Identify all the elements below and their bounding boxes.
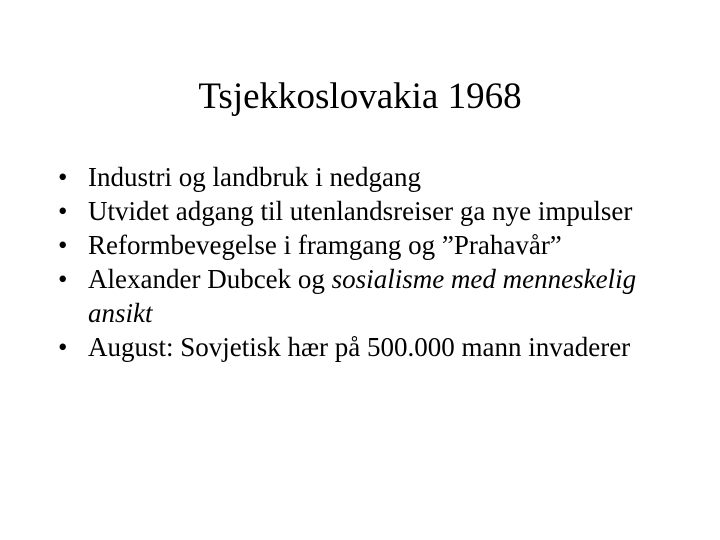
bullet-item [58, 194, 678, 228]
bullet-item [58, 262, 678, 330]
bullet-icon: • [58, 196, 68, 226]
bullet-icon: • [58, 332, 68, 362]
bullet-list [58, 160, 678, 364]
bullet-item [58, 330, 678, 364]
bullet-item [58, 228, 678, 262]
bullet-text: August: Sovjetisk hær på 500.000 mann invaderer [88, 332, 631, 362]
bullet-icon: • [58, 162, 68, 192]
bullet-text: Reformbevegelse i framgang og ”Prahavår” [88, 230, 562, 260]
bullet-icon: • [58, 264, 68, 294]
bullet-text: Alexander Dubcek og [88, 264, 332, 294]
bullet-text-italic: sosialisme med menneskelig ansikt [88, 264, 637, 328]
bullet-icon: • [58, 230, 68, 260]
bullet-text: Industri og landbruk i nedgang [88, 162, 421, 192]
bullet-text: Utvidet adgang til utenlandsreiser ga nye impulser [88, 196, 633, 226]
bullet-item [58, 160, 678, 194]
slide-title: Tsjekkoslovakia 1968 [198, 76, 522, 117]
